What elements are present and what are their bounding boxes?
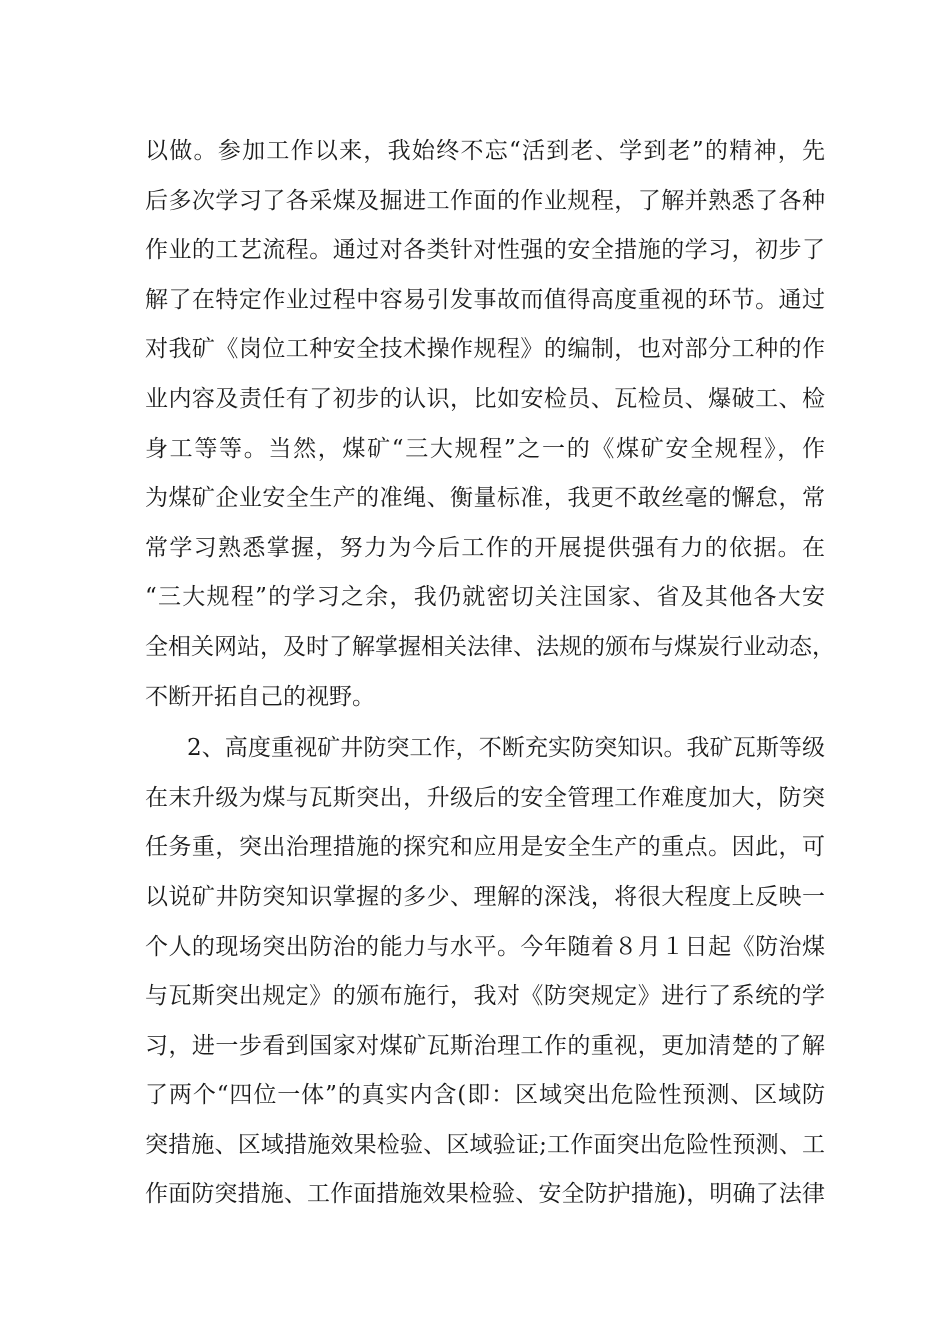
paragraph-line: 在末升级为煤与瓦斯突出，升级后的安全管理工作难度加大，防突: [145, 784, 825, 811]
paragraph-line: 习，进一步看到国家对煤矿瓦斯治理工作的重视，更加清楚的了解: [145, 1032, 825, 1059]
paragraph-line: 后多次学习了各采煤及掘进工作面的作业规程，了解并熟悉了各种: [145, 187, 825, 214]
paragraph-line: 作面防突措施、工作面措施效果检验、安全防护措施)，明确了法律: [145, 1181, 825, 1208]
paragraph-line: “三大规程”的学习之余，我仍就密切关注国家、省及其他各大安: [145, 584, 825, 611]
paragraph-line: 2、高度重视矿井防突工作，不断充实防突知识。我矿瓦斯等级: [187, 735, 825, 762]
paragraph-line: 身工等等。当然，煤矿“三大规程”之一的《煤矿安全规程》，作: [145, 435, 825, 462]
paragraph-line: 与瓦斯突出规定》的颁布施行，我对《防突规定》进行了系统的学: [145, 983, 825, 1010]
paragraph-line: 常学习熟悉掌握，努力为今后工作的开展提供强有力的依据。在: [145, 534, 825, 561]
paragraph-2: [145, 724, 825, 1220]
paragraph-line: 以说矿井防突知识掌握的多少、理解的深浅，将很大程度上反映一: [145, 883, 825, 910]
paragraph-line: 全相关网站，及时了解掌握相关法律、法规的颁布与煤炭行业动态，: [145, 633, 835, 660]
paragraph-line: 解了在特定作业过程中容易引发事故而值得高度重视的环节。通过: [145, 286, 825, 313]
paragraph-line: 了两个“四位一体”的真实内含(即：区域突出危险性预测、区域防: [145, 1082, 825, 1109]
paragraph-line: 任务重，突出治理措施的探究和应用是安全生产的重点。因此，可: [145, 834, 825, 861]
paragraph-line: 对我矿《岗位工种安全技术操作规程》的编制，也对部分工种的作: [145, 336, 825, 363]
paragraph-line: 不断开拓自己的视野。: [145, 683, 375, 710]
paragraph-line: 为煤矿企业安全生产的准绳、衡量标准，我更不敢丝毫的懈怠，常: [145, 485, 825, 512]
paragraph-line: 业内容及责任有了初步的认识，比如安检员、瓦检员、爆破工、检: [145, 385, 825, 412]
paragraph-line: 突措施、区域措施效果检验、区域验证;工作面突出危险性预测、工: [145, 1131, 825, 1158]
paragraph-line: 个人的现场突出防治的能力与水平。今年随着８月１日起《防治煤: [145, 933, 825, 960]
paragraph-1: [145, 127, 835, 722]
paragraph-line: 以做。参加工作以来，我始终不忘“活到老、学到老”的精神，先: [145, 138, 825, 164]
paragraph-line: 作业的工艺流程。通过对各类针对性强的安全措施的学习，初步了: [145, 237, 825, 264]
document-body: [145, 127, 835, 1220]
